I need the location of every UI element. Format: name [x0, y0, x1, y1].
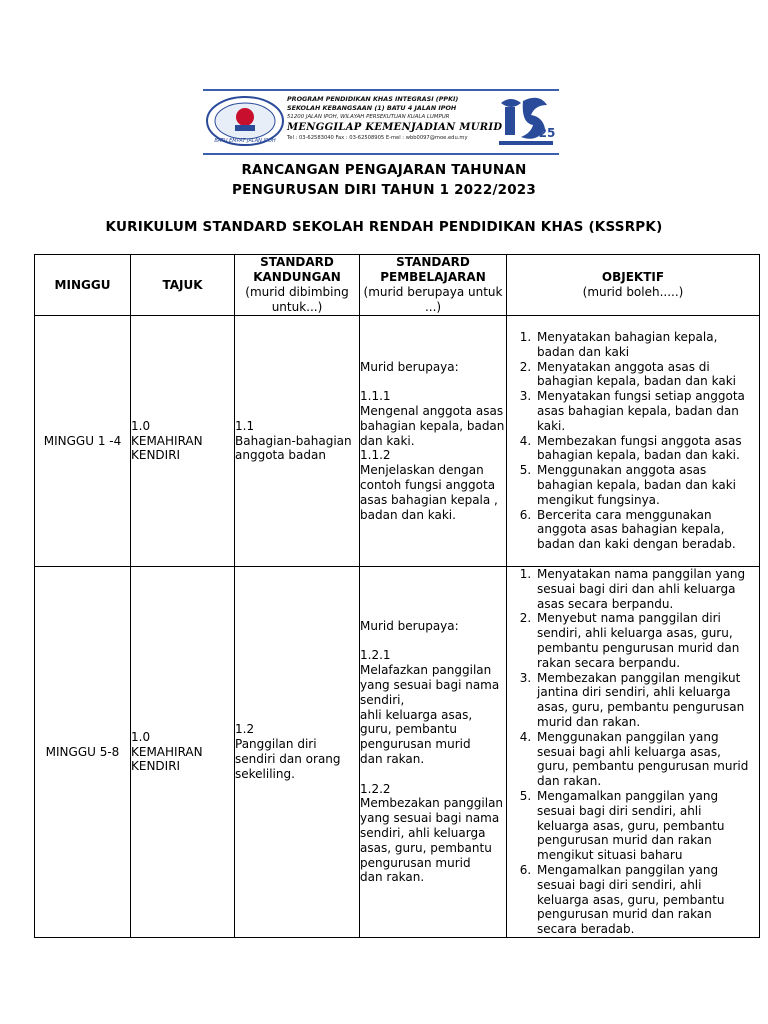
list-item: 2. Menyebut nama panggilan diri sendiri, ahli keluarga asas, guru, pembantu pengurusan murid dan rakan secara berpandu.	[535, 611, 755, 670]
objektif-cell	[507, 567, 760, 938]
list-item: 4. Membezakan fungsi anggota asas bahagian kepala, badan dan kaki.	[535, 434, 755, 464]
document-subtitle: PENGURUSAN DIRI TAHUN 1 2022/2023	[232, 182, 536, 198]
anniversary-logo-icon	[495, 93, 557, 149]
list-item: 3. Menyatakan fungsi setiap anggota asas bahagian kepala, badan dan kaki.	[535, 389, 755, 433]
curriculum-title: KURIKULUM STANDARD SEKOLAH RENDAH PENDIDIKAN KHAS (KSSRPK)	[105, 219, 663, 235]
list-item: 3. Membezakan panggilan mengikut jantina diri sendiri, ahli keluarga asas, guru, pembantu pengurusan murid dan rakan.	[535, 671, 755, 730]
header-standard-pembelajaran: STANDARD PEMBELAJARAN (murid berupaya untuk ...)	[360, 255, 507, 316]
objektif-cell	[507, 316, 760, 567]
list-item: 5. Menggunakan anggota asas bahagian kepala, badan dan kaki mengikut fungsinya.	[535, 463, 755, 507]
program-name: PROGRAM PENDIDIKAN KHAS INTEGRASI (PPKI)	[287, 95, 459, 103]
header-standard-kandungan: STANDARD KANDUNGAN (murid dibimbing untuk...)	[235, 255, 360, 316]
document-title: RANCANGAN PENGAJARAN TAHUNAN	[241, 162, 527, 178]
list-item: 1. Menyatakan nama panggilan yang sesuai bagi diri dan ahli keluarga asas secara berpandu.	[535, 567, 755, 611]
school-contact: Tel : 03-62583040 Fax : 03-62508905 E-mel : wbb0097@moe.edu.my	[287, 135, 468, 141]
lesson-plan-table	[34, 254, 760, 938]
table-row	[35, 567, 760, 938]
letterhead-top-rule	[203, 89, 559, 91]
school-motto: MENGGILAP KEMENJADIAN MURID	[287, 122, 503, 133]
svg-text:BATU EMPAT JALAN IPOH: BATU EMPAT JALAN IPOH	[214, 138, 276, 144]
header-tajuk: TAJUK	[131, 255, 235, 316]
list-item: 2. Menyatakan anggota asas di bahagian kepala, badan dan kaki	[535, 360, 755, 390]
list-item: 6. Bercerita cara menggunakan anggota asas bahagian kepala, badan dan kaki dengan beradab.	[535, 508, 755, 552]
school-name: SEKOLAH KEBANGSAAN (1) BATU 4 JALAN IPOH	[287, 104, 457, 112]
school-logo-icon	[205, 95, 285, 147]
standard-pembelajaran-cell: Murid berupaya: 1.1.1 Mengenal anggota asas bahagian kepala, badan dan kaki. 1.1.2 Menjelaskan dengan contoh fungsi anggota asas bahagian kepala , badan dan kaki.	[360, 316, 507, 567]
tajuk-cell: 1.0 KEMAHIRAN KENDIRI	[131, 316, 235, 567]
standard-pembelajaran-cell: Murid berupaya: 1.2.1 Melafazkan panggilan yang sesuai bagi nama sendiri, ahli keluarga asas, guru, pembantu pengurusan murid dan rakan. 1.2.2 Membezakan panggilan yang sesuai bagi nama sendiri, ahli keluarga asas, guru, pembantu pengurusan murid dan rakan.	[360, 567, 507, 938]
table-row	[35, 316, 760, 567]
objective-list	[507, 567, 759, 937]
header-objektif: OBJEKTIF (murid boleh.....)	[507, 255, 760, 316]
letterhead-bottom-rule	[203, 153, 559, 155]
minggu-cell: MINGGU 5-8	[35, 567, 131, 938]
list-item: 1. Menyatakan bahagian kepala, badan dan kaki	[535, 330, 755, 360]
objective-list	[507, 330, 759, 552]
standard-kandungan-cell: 1.2 Panggilan diri sendiri dan orang sekeliling.	[235, 567, 360, 938]
minggu-cell: MINGGU 1 -4	[35, 316, 131, 567]
letterhead-text	[287, 95, 503, 142]
letterhead	[203, 89, 559, 155]
school-address: 51200 JALAN IPOH, WILAYAH PERSEKUTUAN KUALA LUMPUR	[287, 114, 450, 120]
list-item: 5. Mengamalkan panggilan yang sesuai bagi diri sendiri, ahli keluarga asas, guru, pembantu pengurusan murid dan rakan mengikut situasi baharu	[535, 789, 755, 863]
svg-text:25: 25	[538, 126, 556, 140]
list-item: 4. Menggunakan panggilan yang sesuai bagi ahli keluarga asas, guru, pembantu pengurusan murid dan rakan.	[535, 730, 755, 789]
tajuk-cell: 1.0 KEMAHIRAN KENDIRI	[131, 567, 235, 938]
standard-kandungan-cell: 1.1 Bahagian-bahagian anggota badan	[235, 316, 360, 567]
table-header-row	[35, 255, 760, 316]
list-item: 6. Mengamalkan panggilan yang sesuai bagi diri sendiri, ahli keluarga asas, guru, pembantu pengurusan murid dan rakan secara beradab.	[535, 863, 755, 937]
header-minggu: MINGGU	[35, 255, 131, 316]
